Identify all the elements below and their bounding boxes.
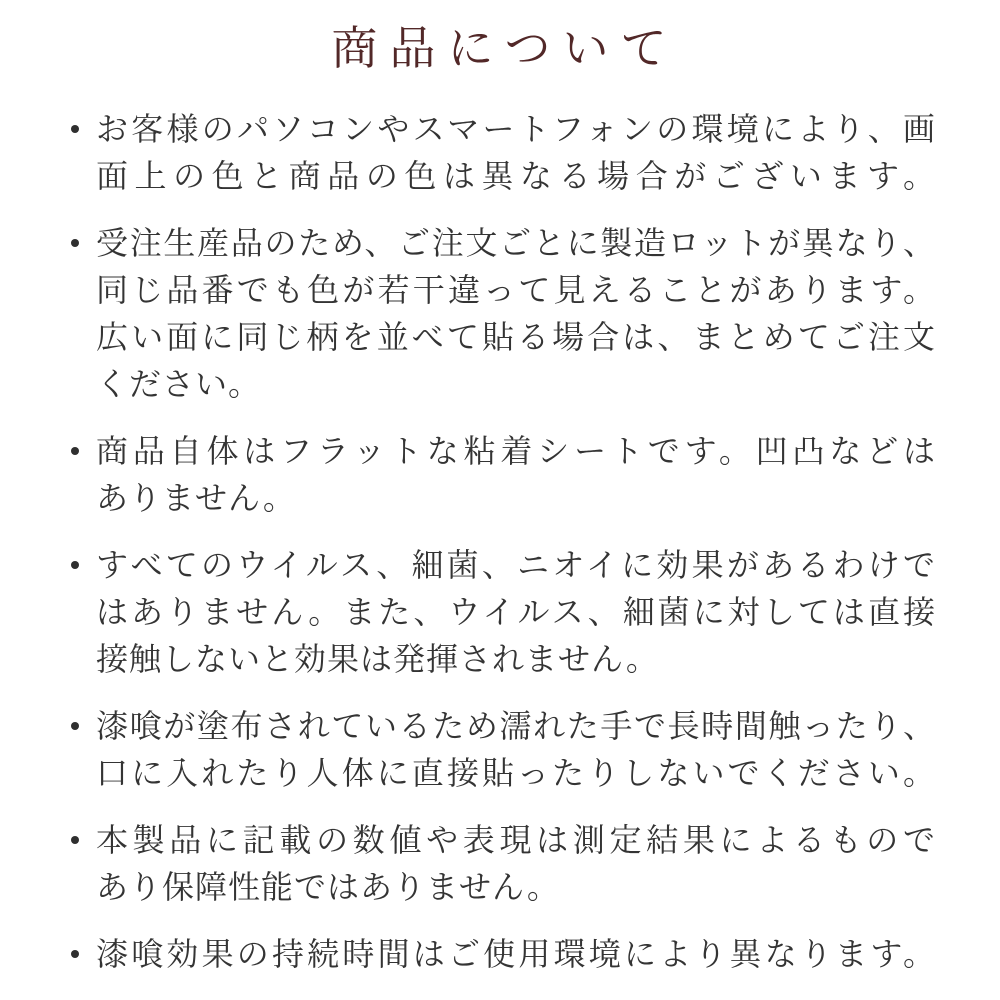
- notice-item: [62, 106, 936, 200]
- bullet-gutter: [62, 931, 96, 958]
- notice-line: ありません。: [96, 480, 296, 516]
- notice-text: [96, 817, 936, 911]
- notice-text: [96, 220, 936, 408]
- notice-item: [62, 931, 936, 978]
- bullet-dot: [71, 950, 79, 958]
- notice-line: 漆喰効果の持続時間はご使用環境により異なります。: [96, 936, 936, 972]
- notice-item: [62, 220, 936, 408]
- notice-line: 漆喰が塗布されているため濡れた手で長時間触ったり、: [96, 708, 936, 744]
- page-title: 商品について: [331, 22, 679, 74]
- bullet-gutter: [62, 106, 96, 133]
- bullet-dot: [71, 239, 79, 247]
- bullet-dot: [71, 125, 79, 133]
- bullet-gutter: [62, 220, 96, 247]
- bullet-dot: [71, 447, 79, 455]
- notice-line: ください。: [96, 366, 262, 402]
- notice-line: 面上の色と商品の色は異なる場合がございます。: [96, 158, 936, 194]
- notice-item: [62, 703, 936, 797]
- notice-text: [96, 703, 936, 797]
- notice-item: [62, 542, 936, 683]
- notice-list: [62, 106, 936, 978]
- notice-line: すべてのウイルス、細菌、ニオイに効果があるわけで: [96, 547, 936, 583]
- notice-line: 受注生産品のため、ご注文ごとに製造ロットが異なり、: [96, 225, 936, 261]
- notice-line: はありません。また、ウイルス、細菌に対しては直接: [96, 594, 936, 630]
- bullet-gutter: [62, 542, 96, 569]
- notice-line: 商品自体はフラットな粘着シートです。凹凸などは: [96, 433, 936, 469]
- notice-line: 本製品に記載の数値や表現は測定結果によるもので: [96, 822, 936, 858]
- bullet-dot: [71, 722, 79, 730]
- bullet-gutter: [62, 428, 96, 455]
- notice-text: [96, 931, 936, 978]
- notice-line: お客様のパソコンやスマートフォンの環境により、画: [96, 111, 936, 147]
- notice-line: 広い面に同じ柄を並べて貼る場合は、まとめてご注文: [96, 319, 936, 355]
- notice-item: [62, 817, 936, 911]
- bullet-gutter: [62, 817, 96, 844]
- notice-text: [96, 106, 936, 200]
- notice-text: [96, 542, 936, 683]
- notice-text: [96, 428, 936, 522]
- notice-item: [62, 428, 936, 522]
- bullet-dot: [71, 836, 79, 844]
- bullet-dot: [71, 561, 79, 569]
- notice-line: 接触しないと効果は発揮されません。: [96, 641, 659, 677]
- notice-line: あり保障性能ではありません。: [96, 869, 560, 905]
- notice-line: 同じ品番でも色が若干違って見えることがあります。: [96, 272, 936, 308]
- bullet-gutter: [62, 703, 96, 730]
- notice-line: 口に入れたり人体に直接貼ったりしないでください。: [96, 755, 936, 791]
